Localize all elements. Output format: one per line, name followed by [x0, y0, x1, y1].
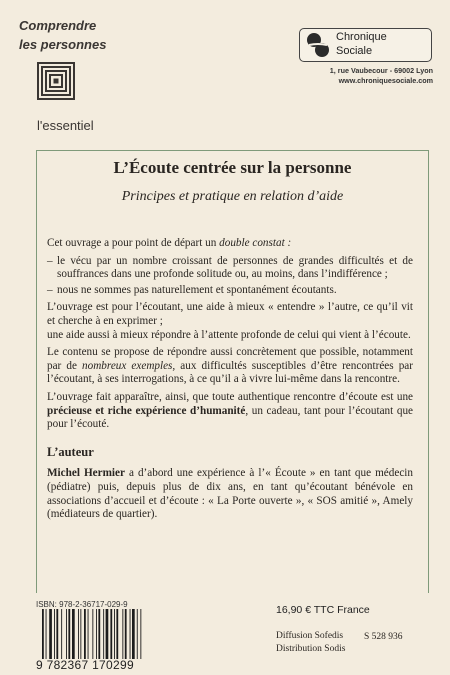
aim-text-1: L’ouvrage est pour l’écoutant, une aide à mieux « entendre » l’autre, ce qu’il vit et cherche à en exprimer ; [47, 301, 413, 327]
publisher-name-line-1: Chronique [336, 31, 387, 43]
bullet-text-1: le vécu par un nombre croissant de personnes de grandes difficultés et de souffrances dans une profonde solitude ou, au moins, dans l’indifférence ; [57, 254, 413, 281]
bullet-dash: – [47, 283, 53, 296]
bullet-item-2 [47, 284, 413, 298]
book-title: L’Écoute centrée sur la personne [113, 158, 352, 177]
bullet-dash: – [47, 254, 53, 267]
intro-text: Cet ouvrage a pour point de départ un [47, 237, 220, 249]
intro-emphasis: double constat : [219, 237, 292, 249]
aim-text-2: une aide aussi à mieux répondre à l’attente profonde de celui qui vient à l’écoute. [47, 328, 411, 341]
author-bio [47, 467, 413, 521]
publisher-name-line-2: Sociale [336, 45, 373, 57]
conclusion-strong: précieuse et riche expérience d’humanité [47, 404, 246, 417]
collection-name: l'essentiel [37, 118, 94, 133]
publisher-street: 1, rue Vaubecour - 69002 Lyon [329, 66, 433, 75]
publisher-name [336, 30, 387, 58]
distribution-info [276, 630, 345, 656]
bullet-text-2: nous ne sommes pas naturellement et spontanément écoutants. [57, 283, 337, 296]
product-reference: S 528 936 [364, 632, 403, 642]
content-emphasis: nombreux exemples, [82, 359, 176, 372]
price: 16,90 € TTC France [276, 604, 370, 616]
bullet-item-1 [47, 255, 413, 282]
publisher-address [291, 66, 433, 86]
distribution: Distribution Sodis [276, 644, 346, 654]
author-name: Michel Hermier [47, 467, 125, 480]
book-subtitle: Principes et pratique en relation d’aide [121, 189, 344, 204]
author-bio-text: a d’abord une expérience à l’« Écoute » en tant que médecin (pédiatre) puis, depuis plus de dix ans, en tant qu’écoutant bénévole en associations d’accueil et d’écoute : « La Porte ouverte », « SOS amitié », Amely (médiateurs de quartier). [47, 467, 413, 521]
barcode-number: 9 782367 170299 [36, 658, 134, 672]
diffusion: Diffusion Sofedis [276, 631, 344, 641]
content-text-start: Le contenu se propose de répondre aussi concrètement que possible, notamment par de [47, 346, 413, 372]
series-line-1: Comprendre [19, 18, 97, 33]
paragraph-aim [47, 301, 413, 342]
publisher-website: www.chroniquesociale.com [338, 76, 433, 85]
content-text-end: aux difficultés susceptibles d’être rencontrées par l’écoutant, à ses interrogations, à ce qu’il a à vivre lui-même dans la rencontre. [47, 359, 413, 386]
conclusion-text-start: L’ouvrage fait apparaître, ainsi, que toute authentique rencontre d’écoute est une [47, 390, 413, 403]
author-heading: L’auteur [47, 444, 94, 459]
barcode-icon [36, 609, 182, 659]
series-line-2: les personnes [19, 37, 107, 52]
series-name [19, 16, 106, 54]
back-cover-text [47, 237, 413, 526]
paragraph-conclusion [47, 391, 413, 432]
conclusion-text-end: , un cadeau, tant pour l’écoutant que pour l’écouté. [47, 404, 414, 431]
isbn: ISBN: 978-2-36717-029-9 [36, 600, 128, 609]
paragraph-content [47, 346, 413, 387]
paragraph-intro [47, 237, 413, 251]
collection-logo-icon [37, 62, 75, 100]
publisher-logo-icon [305, 31, 331, 59]
